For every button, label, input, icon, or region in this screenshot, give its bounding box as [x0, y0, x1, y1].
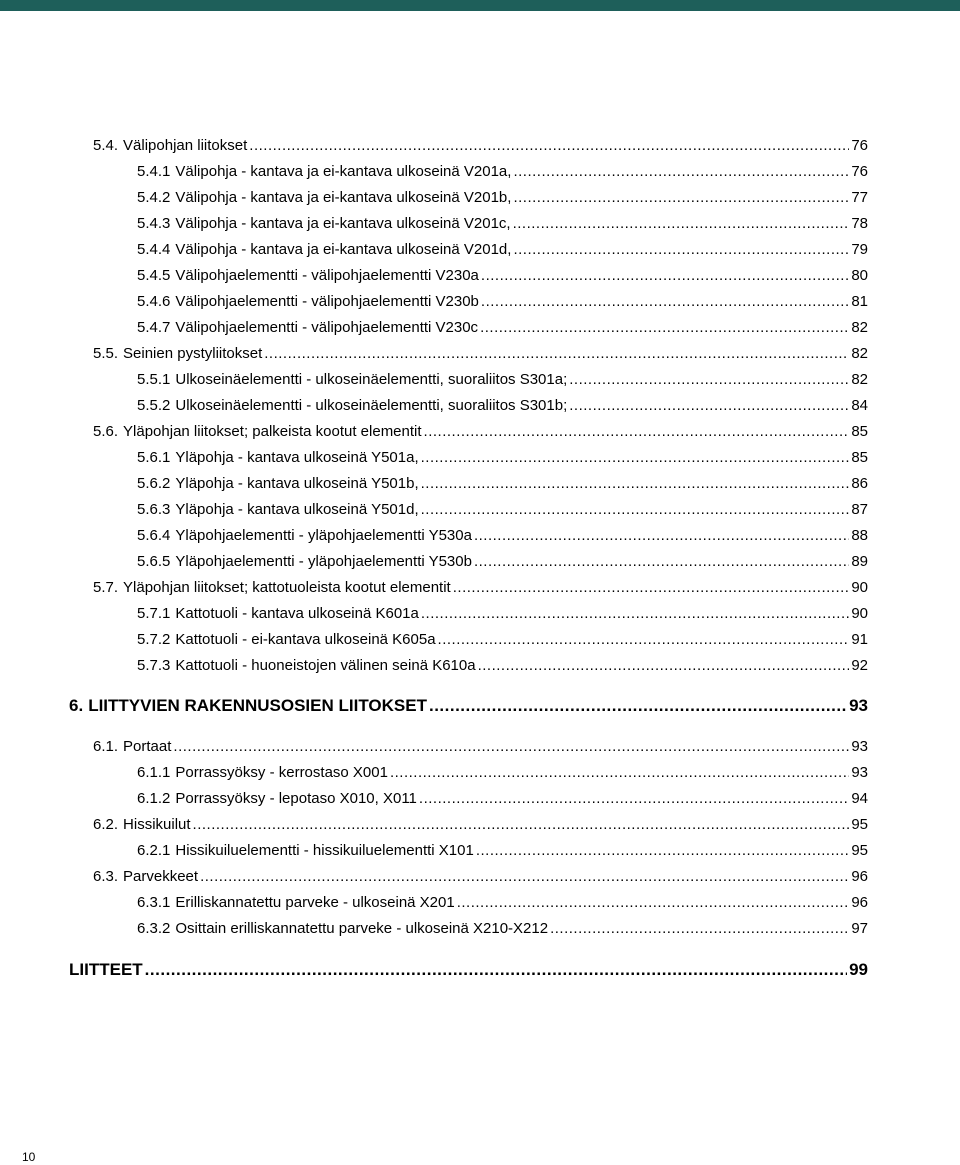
toc-entry-title: Välipohja - kantava ja ei-kantava ulkoseinä V201b, [175, 189, 512, 206]
toc-dot-leader [481, 267, 849, 285]
toc-entry-number: 6.1. [93, 738, 119, 755]
toc-entry-number: 5.4. [93, 137, 119, 154]
toc-entry-page: 88 [851, 527, 868, 544]
toc-entry-page: 85 [851, 449, 868, 466]
toc-entry[interactable] [93, 423, 868, 441]
toc-dot-leader [193, 816, 850, 834]
toc-entry-number: 6.3.2 [137, 920, 171, 937]
toc-entry-title: Yläpohjan liitokset; palkeista kootut elementit [123, 423, 422, 440]
toc-dot-leader [419, 790, 849, 808]
toc-entry-title: Hissikuilut [123, 816, 191, 833]
toc-entry[interactable] [137, 267, 868, 285]
toc-entry-title: LIITTEET [69, 960, 143, 979]
toc-entry[interactable] [137, 553, 868, 571]
toc-entry-page: 94 [851, 790, 868, 807]
toc-entry-number: 5.5.1 [137, 371, 171, 388]
toc-entry-title: Yläpohja - kantava ulkoseinä Y501a, [175, 449, 419, 466]
toc-entry-title: Välipohja - kantava ja ei-kantava ulkoseinä V201c, [175, 215, 511, 232]
toc-entry-title: Kattotuoli - ei-kantava ulkoseinä K605a [175, 631, 436, 648]
toc-entry[interactable] [137, 842, 868, 860]
toc-entry[interactable] [137, 293, 868, 311]
toc-entry-page: 96 [851, 894, 868, 911]
toc-entry[interactable] [137, 241, 868, 259]
toc-entry-number: 5.4.6 [137, 293, 171, 310]
toc-entry-number: 5.6. [93, 423, 119, 440]
toc-dot-leader [421, 605, 849, 623]
toc-entry-page: 78 [851, 215, 868, 232]
toc-entry-page: 84 [851, 397, 868, 414]
toc-entry-title: Yläpohjaelementti - yläpohjaelementti Y530a [175, 527, 472, 544]
toc-entry-page: 93 [851, 738, 868, 755]
toc-dot-leader [474, 527, 849, 545]
toc-entry-number: 6. [69, 696, 84, 715]
toc-entry-title: Ulkoseinäelementti - ulkoseinäelementti, suoraliitos S301b; [175, 397, 568, 414]
toc-entry-page: 79 [851, 241, 868, 258]
toc-entry-number: 5.4.7 [137, 319, 171, 336]
toc-entry-title: Yläpohja - kantava ulkoseinä Y501d, [175, 501, 419, 518]
toc-entry[interactable] [93, 137, 868, 155]
toc-entry-page: 76 [851, 163, 868, 180]
toc-entry-title: Ulkoseinäelementti - ulkoseinäelementti, suoraliitos S301a; [175, 371, 568, 388]
toc-entry[interactable] [137, 475, 868, 493]
toc-entry-title: Hissikuiluelementti - hissikuiluelementti X101 [175, 842, 474, 859]
toc-dot-leader [421, 449, 850, 467]
toc-entry-page: 97 [851, 920, 868, 937]
toc-dot-leader [513, 189, 849, 207]
toc-entry-number: 6.2.1 [137, 842, 171, 859]
toc-entry-number: 5.7.3 [137, 657, 171, 674]
toc-dot-leader [429, 696, 847, 716]
toc-entry[interactable] [137, 319, 868, 337]
toc-entry-title: Välipohjaelementti - välipohjaelementti V230b [175, 293, 479, 310]
toc-entry-page: 82 [851, 345, 868, 362]
toc-entry-number: 6.3. [93, 868, 119, 885]
toc-dot-leader [476, 842, 849, 860]
toc-entry-page: 92 [851, 657, 868, 674]
toc-entry-title: Välipohjaelementti - välipohjaelementti V230a [175, 267, 479, 284]
toc-entry-title: Kattotuoli - kantava ulkoseinä K601a [175, 605, 419, 622]
toc-entry-number: 5.6.4 [137, 527, 171, 544]
toc-entry-page: 91 [851, 631, 868, 648]
toc-entry[interactable] [137, 894, 868, 912]
toc-dot-leader [474, 553, 849, 571]
toc-entry-title: Porrassyöksy - kerrostaso X001 [175, 764, 388, 781]
toc-entry-number: 6.1.2 [137, 790, 171, 807]
toc-entry-title: Välipohja - kantava ja ei-kantava ulkoseinä V201d, [175, 241, 512, 258]
toc-entry-title: Yläpohjaelementti - yläpohjaelementti Y530b [175, 553, 472, 570]
toc-entry-number: 5.7.1 [137, 605, 171, 622]
toc-entry-number: 5.6.5 [137, 553, 171, 570]
toc-entry[interactable] [93, 738, 868, 756]
toc-dot-leader [513, 163, 849, 181]
toc-entry-number: 5.7.2 [137, 631, 171, 648]
toc-entry-number: 5.4.5 [137, 267, 171, 284]
toc-entry-page: 93 [849, 696, 868, 715]
toc-entry-number: 5.4.4 [137, 241, 171, 258]
toc-entry-page: 77 [851, 189, 868, 206]
toc-dot-leader [513, 241, 849, 259]
toc-dot-leader [390, 764, 849, 782]
toc-dot-leader [438, 631, 850, 649]
toc-entry-number: 5.4.1 [137, 163, 171, 180]
toc-entry[interactable] [137, 631, 868, 649]
toc-entry[interactable] [69, 960, 868, 980]
toc-entry-page: 96 [851, 868, 868, 885]
toc-dot-leader [550, 920, 849, 938]
toc-dot-leader [145, 960, 847, 980]
toc-entry[interactable] [137, 215, 868, 233]
toc-entry-page: 80 [851, 267, 868, 284]
toc-entry[interactable] [137, 790, 868, 808]
toc-entry-title: Portaat [123, 738, 172, 755]
toc-entry[interactable] [137, 397, 868, 415]
toc-entry-number: 6.3.1 [137, 894, 171, 911]
toc-entry-page: 82 [851, 371, 868, 388]
toc-entry-title: Parvekkeet [123, 868, 199, 885]
toc-entry-title: Erilliskannatettu parveke - ulkoseinä X201 [175, 894, 455, 911]
toc-entry-title: Yläpohjan liitokset; kattotuoleista kootut elementit [123, 579, 451, 596]
toc-entry-page: 90 [851, 579, 868, 596]
toc-entry[interactable] [93, 345, 868, 363]
toc-entry[interactable] [137, 764, 868, 782]
toc-dot-leader [569, 371, 849, 389]
toc-dot-leader [453, 579, 850, 597]
toc-entry-number: 5.4.3 [137, 215, 171, 232]
toc-entry-page: 99 [849, 960, 868, 979]
toc-entry[interactable] [69, 696, 868, 716]
toc-entry[interactable] [137, 371, 868, 389]
toc-entry-page: 86 [851, 475, 868, 492]
toc-dot-leader [421, 501, 850, 519]
toc-entry-page: 82 [851, 319, 868, 336]
toc-dot-leader [421, 475, 850, 493]
toc-entry[interactable] [137, 605, 868, 623]
toc-entry-number: 5.6.2 [137, 475, 171, 492]
toc-dot-leader [569, 397, 849, 415]
toc-entry-title: Yläpohja - kantava ulkoseinä Y501b, [175, 475, 419, 492]
toc-entry[interactable] [137, 501, 868, 519]
toc-dot-leader [478, 657, 850, 675]
toc-entry-page: 76 [851, 137, 868, 154]
toc-dot-leader [457, 894, 850, 912]
toc-entry[interactable] [137, 163, 868, 181]
toc-entry-number: 5.5.2 [137, 397, 171, 414]
toc-entry-number: 5.5. [93, 345, 119, 362]
toc-entry-number: 5.6.3 [137, 501, 171, 518]
toc-entry[interactable] [137, 189, 868, 207]
toc-entry-page: 89 [851, 553, 868, 570]
toc-entry-title: Porrassyöksy - lepotaso X010, X011 [175, 790, 417, 807]
toc-entry-number: 6.1.1 [137, 764, 171, 781]
toc-entry-page: 95 [851, 842, 868, 859]
page-number: 10 [22, 1150, 36, 1164]
toc-entry[interactable] [93, 579, 868, 597]
toc-entry-title: Välipohjan liitokset [123, 137, 248, 154]
toc-entry-page: 95 [851, 816, 868, 833]
toc-entry-page: 81 [851, 293, 868, 310]
toc-dot-leader [480, 319, 849, 337]
toc-entry-page: 87 [851, 501, 868, 518]
toc-entry-title: Välipohja - kantava ja ei-kantava ulkoseinä V201a, [175, 163, 512, 180]
toc-entry-number: 5.4.2 [137, 189, 171, 206]
toc-entry-page: 85 [851, 423, 868, 440]
toc-entry-title: Kattotuoli - huoneistojen välinen seinä K610a [175, 657, 476, 674]
toc-dot-leader [513, 215, 850, 233]
toc-entry[interactable] [137, 657, 868, 675]
toc-dot-leader [173, 738, 849, 756]
toc-entry-title: Osittain erilliskannatettu parveke - ulkoseinä X210-X212 [175, 920, 549, 937]
toc-entry[interactable] [93, 816, 868, 834]
toc-entry[interactable] [137, 920, 868, 938]
toc-entry-title: LIITTYVIEN RAKENNUSOSIEN LIITOKSET [88, 696, 427, 715]
toc-entry[interactable] [137, 449, 868, 467]
toc-entry-page: 90 [851, 605, 868, 622]
toc-entry-title: Seinien pystyliitokset [123, 345, 263, 362]
toc-entry[interactable] [93, 868, 868, 886]
toc-entry[interactable] [137, 527, 868, 545]
toc-dot-leader [264, 345, 849, 363]
toc-dot-leader [249, 137, 849, 155]
toc-dot-leader [424, 423, 850, 441]
toc-entry-number: 6.2. [93, 816, 119, 833]
toc-entry-page: 93 [851, 764, 868, 781]
toc-entry-number: 5.7. [93, 579, 119, 596]
toc-entry-title: Välipohjaelementti - välipohjaelementti V230c [175, 319, 479, 336]
toc-dot-leader [481, 293, 849, 311]
toc-dot-leader [200, 868, 849, 886]
toc-entry-number: 5.6.1 [137, 449, 171, 466]
